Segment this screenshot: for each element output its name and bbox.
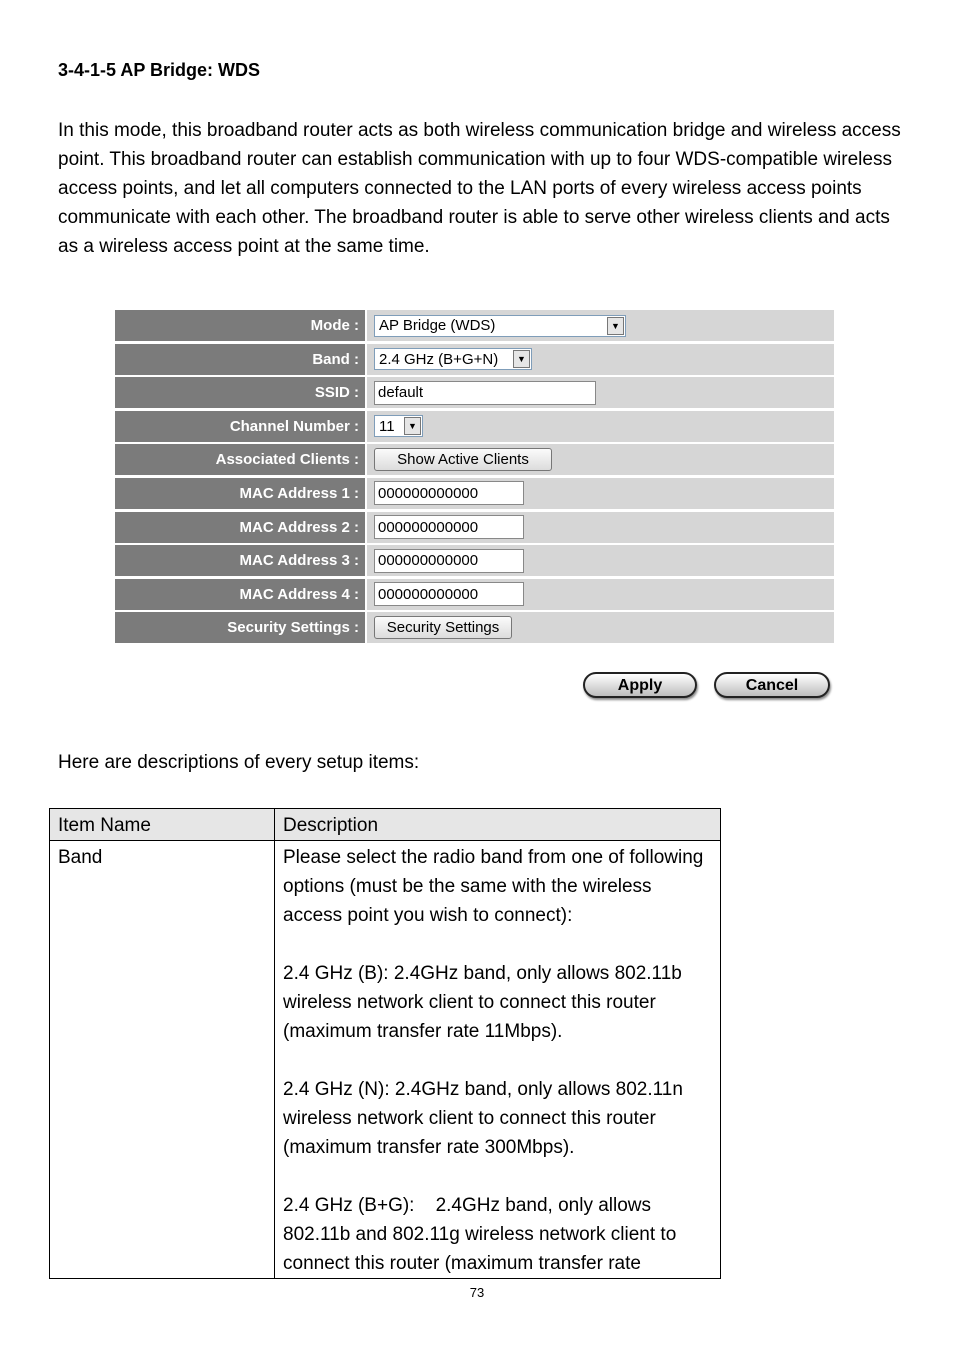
apply-button[interactable]: Apply — [583, 672, 697, 698]
item-name-band: Band — [50, 841, 275, 1279]
intro-paragraph: In this mode, this broadband router acts as both wireless communication bridge and wireless access point. This broadband router can establish communication with up to four WDS-compatible wireless access points, and let all computers connected to the LAN ports of every wireless access points communicate with each other. The broadband router is able to serve other wireless clients and acts as a wireless access point at the same time. — [58, 120, 901, 257]
clients-label: Associated Clients : — [115, 444, 367, 475]
show-active-clients-button[interactable]: Show Active Clients — [374, 448, 552, 471]
table-row — [50, 841, 721, 1279]
table-header-row — [50, 809, 721, 841]
setup-items-table — [49, 808, 721, 1279]
mac4-row — [115, 579, 834, 610]
page-number: 73 — [469, 1285, 485, 1300]
wds-settings-panel — [115, 310, 834, 646]
description-paragraph: 2.4 GHz (B): 2.4GHz band, only allows 802.11b wireless network client to connect this router (maximum transfer rate 11Mbps). — [283, 963, 682, 1042]
chevron-down-icon[interactable]: ▼ — [404, 417, 421, 435]
description-paragraph: 2.4 GHz (N): 2.4GHz band, only allows 802.11n wireless network client to connect this router (maximum transfer rate 300Mbps). — [283, 1079, 683, 1158]
mac3-label: MAC Address 3 : — [115, 545, 367, 576]
chevron-down-icon[interactable]: ▼ — [513, 350, 530, 368]
chevron-down-icon[interactable]: ▼ — [607, 317, 624, 335]
channel-label: Channel Number : — [115, 411, 367, 442]
mac3-input[interactable] — [374, 549, 524, 573]
mac1-input[interactable] — [374, 481, 524, 505]
security-label: Security Settings : — [115, 612, 367, 643]
band-row — [115, 344, 834, 375]
mac2-row — [115, 512, 834, 543]
mode-row — [115, 310, 834, 341]
ssid-row — [115, 377, 834, 408]
description-paragraph: Please select the radio band from one of following options (must be the same with the wireless access point you wish to connect): — [283, 847, 704, 926]
mode-label: Mode : — [115, 310, 367, 341]
item-description-band — [275, 841, 721, 1279]
channel-row — [115, 411, 834, 442]
band-select[interactable] — [374, 348, 532, 370]
mac4-input[interactable] — [374, 582, 524, 606]
section-heading: 3-4-1-5 AP Bridge: WDS — [58, 60, 261, 80]
mac2-input[interactable] — [374, 515, 524, 539]
channel-select[interactable] — [374, 415, 423, 437]
security-row — [115, 612, 834, 643]
band-select-value: 2.4 GHz (B+G+N) — [379, 350, 499, 368]
mode-select-value: AP Bridge (WDS) — [379, 317, 496, 334]
security-settings-button[interactable]: Security Settings — [374, 616, 512, 639]
mac3-row — [115, 545, 834, 576]
ssid-input[interactable] — [374, 381, 596, 405]
ssid-label: SSID : — [115, 377, 367, 408]
channel-select-value: 11 — [379, 417, 395, 435]
mac1-label: MAC Address 1 : — [115, 478, 367, 509]
mode-select[interactable] — [374, 315, 626, 337]
description-paragraph: 2.4 GHz (B+G): 2.4GHz band, only allows 802.11b and 802.11g wireless network client to connect this router (maximum transfer rate — [283, 1195, 682, 1274]
mac1-row — [115, 478, 834, 509]
mac2-label: MAC Address 2 : — [115, 512, 367, 543]
col-description: Description — [275, 809, 721, 841]
descriptions-intro: Here are descriptions of every setup items: — [58, 752, 420, 773]
col-item-name: Item Name — [50, 809, 275, 841]
mac4-label: MAC Address 4 : — [115, 579, 367, 610]
band-label: Band : — [115, 344, 367, 375]
cancel-button[interactable]: Cancel — [714, 672, 830, 698]
clients-row — [115, 444, 834, 475]
